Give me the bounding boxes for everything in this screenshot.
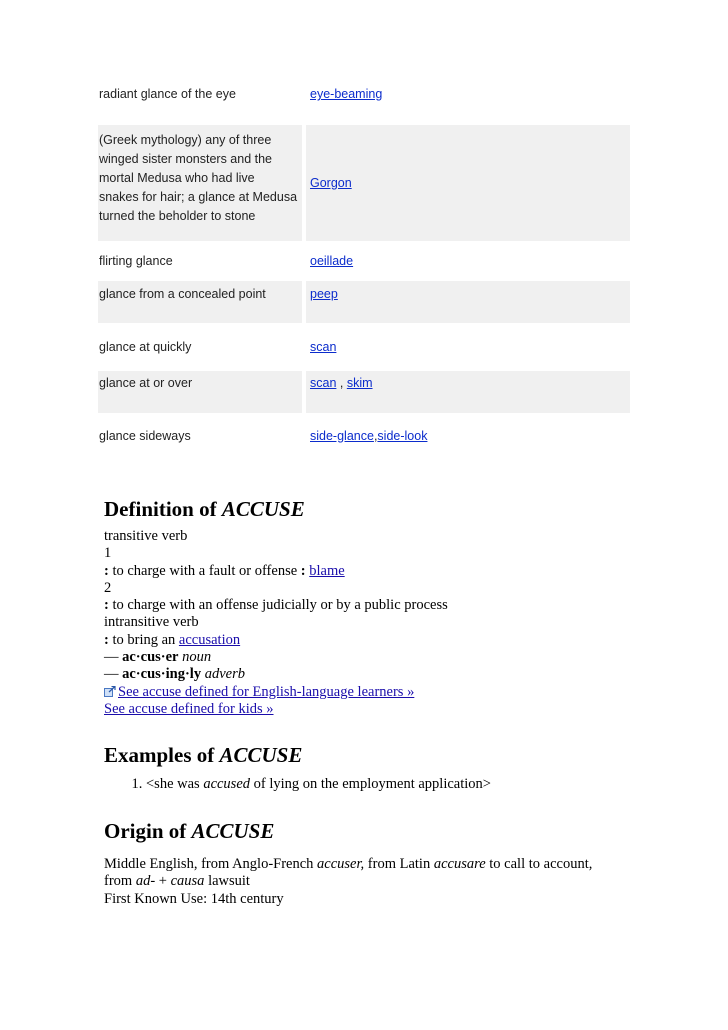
table-cell-description xyxy=(98,125,302,241)
table-cell-words xyxy=(306,125,630,241)
word-link[interactable]: oeillade xyxy=(310,253,354,268)
table-row xyxy=(98,125,630,241)
table-cell-words xyxy=(306,281,630,323)
part-of-speech: transitive verb xyxy=(104,528,188,544)
kids-link[interactable]: See accuse defined for kids » xyxy=(104,700,274,717)
sense-number: 1 xyxy=(104,545,112,562)
table-row xyxy=(98,281,630,323)
examples-section xyxy=(104,742,668,793)
sense-colon: : xyxy=(104,597,109,614)
sense-colon: : xyxy=(104,562,109,579)
description-line: (Greek mythology) any of three xyxy=(99,133,272,147)
description-line: winged sister monsters and the xyxy=(99,152,273,166)
etymology-text: to call to account, xyxy=(485,856,593,872)
etymology-text: from Latin xyxy=(364,856,434,872)
word-link[interactable]: side-look xyxy=(377,428,428,443)
table-row xyxy=(98,80,630,125)
heading-prefix: Origin of xyxy=(104,819,192,843)
origin-heading xyxy=(104,818,668,844)
sense-line xyxy=(104,563,668,580)
heading-prefix: Definition of xyxy=(104,497,222,521)
sense-colon: : xyxy=(104,631,109,648)
derived-form xyxy=(104,649,668,666)
part-of-speech: intransitive verb xyxy=(104,614,199,631)
related-words-table xyxy=(98,80,630,459)
learners-link-line xyxy=(104,684,668,701)
sense-text: to charge with an offense judicially or by a public process xyxy=(108,597,448,614)
table-cell-words xyxy=(306,241,630,281)
dash: — xyxy=(104,666,123,683)
table-row xyxy=(98,323,630,371)
sense-colon: : xyxy=(300,562,306,579)
learners-link[interactable]: See accuse defined for English-language learners » xyxy=(118,683,415,700)
heading-word: ACCUSE xyxy=(221,497,305,521)
kids-link-line xyxy=(104,701,668,718)
derived-pos: noun xyxy=(182,649,212,666)
derived-form xyxy=(104,666,668,683)
table-cell-description: flirting glance xyxy=(99,253,173,268)
etymology-text: from xyxy=(104,873,136,890)
sense-line xyxy=(104,597,668,614)
table-row xyxy=(98,413,630,459)
table-cell-words xyxy=(306,80,630,125)
heading-prefix: Examples of xyxy=(104,743,220,767)
related-link[interactable]: accusation xyxy=(178,631,241,648)
first-known-use: First Known Use: 14th century xyxy=(104,890,284,907)
etymology-text: Middle English, from Anglo-French xyxy=(104,856,318,872)
table-cell-description: glance from a concealed point xyxy=(98,281,302,323)
table-cell-words xyxy=(306,323,630,371)
word-link[interactable]: scan xyxy=(310,339,337,354)
word-link[interactable]: side-glance xyxy=(310,428,374,443)
derived-word: ac·cus·er xyxy=(122,649,179,666)
etymology-word: accuser, xyxy=(317,856,365,872)
etymology-text: + xyxy=(155,873,171,890)
word-separator: , xyxy=(373,428,378,443)
dash: — xyxy=(104,649,123,666)
table-row xyxy=(98,371,630,413)
table-cell-words xyxy=(306,371,630,413)
list-item xyxy=(146,776,668,793)
example-text: of lying on the employment application> xyxy=(250,776,491,792)
etymology-line xyxy=(104,856,668,873)
derived-word: ac·cus·ing·ly xyxy=(122,666,202,683)
word-link[interactable]: Gorgon xyxy=(310,175,352,190)
etymology-word: causa xyxy=(170,873,205,890)
definition-heading xyxy=(104,496,668,522)
table-cell-description: radiant glance of the eye xyxy=(99,87,236,101)
word-separator: , xyxy=(336,376,347,390)
heading-word: ACCUSE xyxy=(219,743,303,767)
word-link[interactable]: skim xyxy=(346,376,373,390)
example-text: <she was xyxy=(146,776,204,792)
word-link[interactable]: eye-beaming xyxy=(310,87,383,101)
description-line: mortal Medusa who had live xyxy=(99,171,255,185)
external-link-icon xyxy=(104,685,116,696)
examples-heading xyxy=(104,742,668,768)
description-line: turned the beholder to stone xyxy=(99,209,256,223)
table-cell-words xyxy=(306,413,630,459)
table-cell-description: glance sideways xyxy=(99,428,191,443)
word-link[interactable]: scan xyxy=(310,376,337,390)
origin-section xyxy=(104,818,668,908)
sense-number: 2 xyxy=(104,579,112,596)
table-cell-description: glance at quickly xyxy=(99,339,192,354)
origin-body xyxy=(104,856,668,908)
definition-body xyxy=(104,528,668,718)
derived-pos: adverb xyxy=(204,666,245,683)
etymology-word: ad- xyxy=(135,873,156,890)
etymology-line xyxy=(104,873,668,890)
sense-text: to charge with a fault or offense xyxy=(108,562,301,579)
table-cell-description: glance at or over xyxy=(98,371,302,413)
sense-line xyxy=(104,632,668,649)
synonym-link[interactable]: blame xyxy=(309,562,345,579)
sense-text: to bring an xyxy=(108,631,179,648)
word-link[interactable]: peep xyxy=(310,287,338,301)
definition-section xyxy=(104,496,668,718)
etymology-text: lawsuit xyxy=(204,873,250,890)
examples-list xyxy=(104,776,668,793)
heading-word: ACCUSE xyxy=(191,819,275,843)
description-line: snakes for hair; a glance at Medusa xyxy=(99,190,298,204)
table-row xyxy=(98,241,630,281)
etymology-word: accusare xyxy=(433,856,486,872)
example-emphasis: accused xyxy=(203,776,251,792)
